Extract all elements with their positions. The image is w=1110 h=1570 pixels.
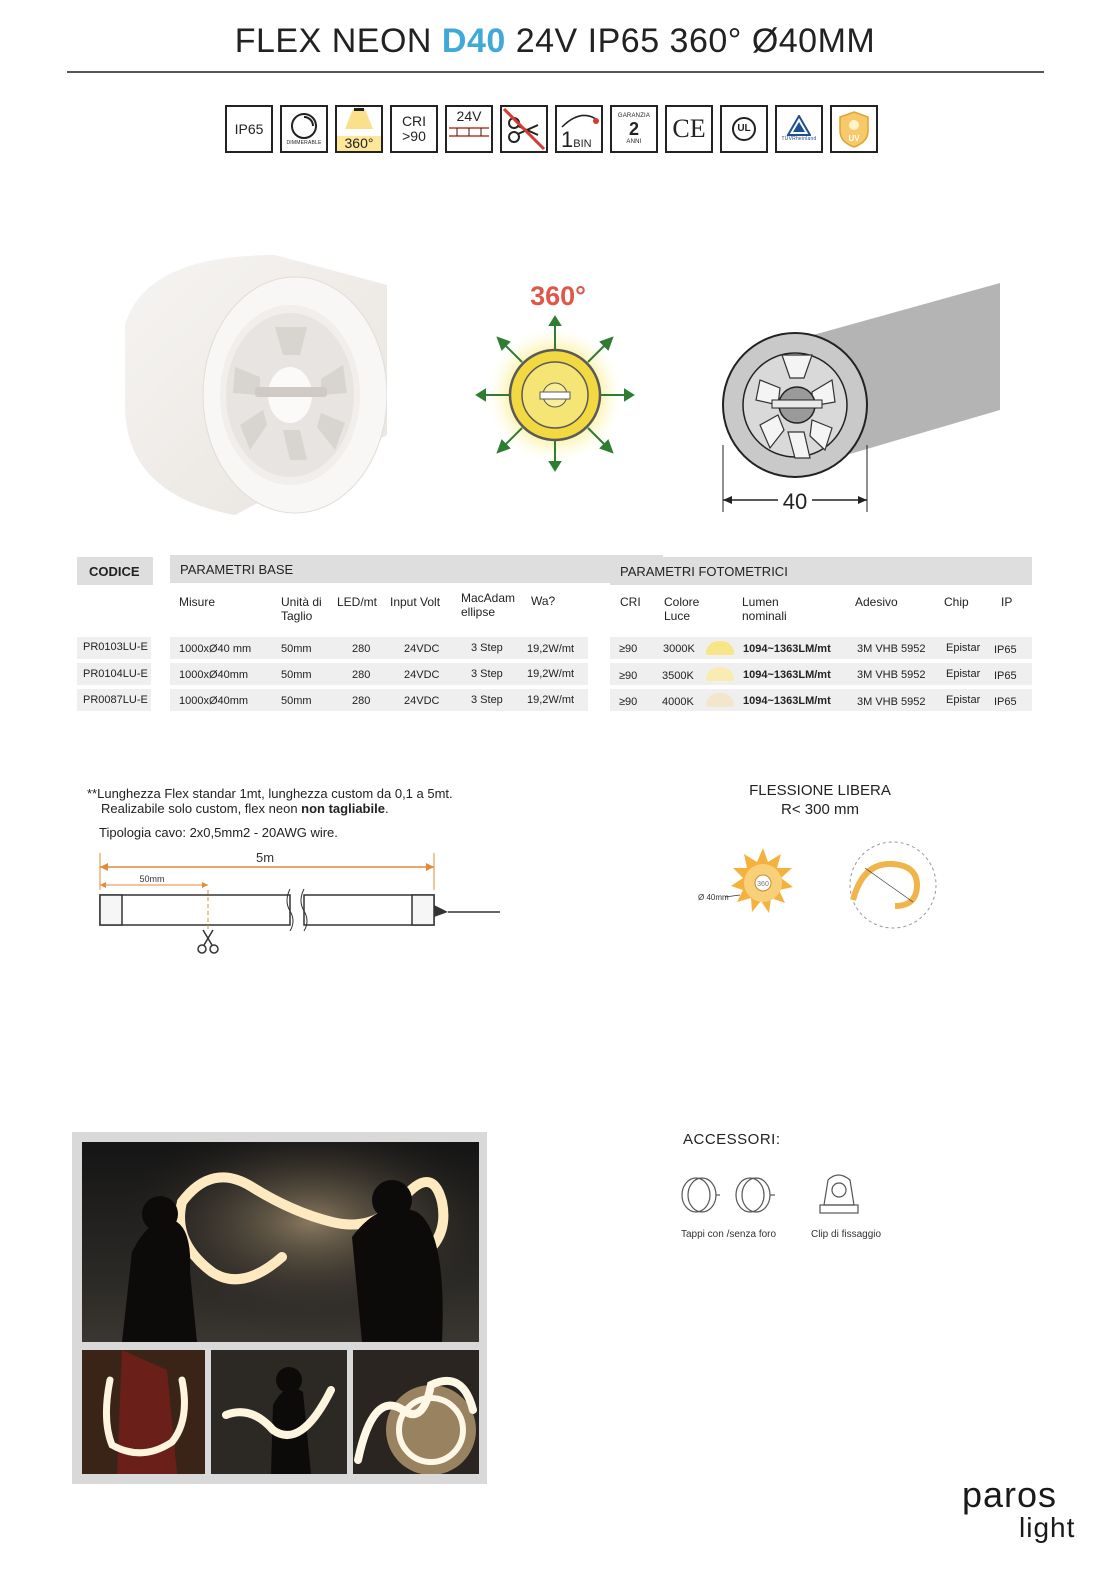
flex-title: FLESSIONE LIBERA bbox=[749, 782, 891, 799]
ul-icon bbox=[720, 105, 768, 153]
cri-label: CRI bbox=[401, 113, 427, 130]
title-divider bbox=[67, 71, 1044, 73]
color-swatch bbox=[706, 667, 734, 681]
row-misure: 1000xØ40 mm bbox=[179, 643, 252, 655]
length-note bbox=[87, 786, 547, 816]
strip-icon bbox=[449, 124, 489, 140]
main-photo bbox=[82, 1142, 479, 1342]
row-volt: 24VDC bbox=[404, 669, 440, 681]
bin-number: 1 bbox=[561, 127, 574, 152]
flex-section bbox=[700, 781, 940, 819]
row-cri: ≥90 bbox=[619, 670, 638, 682]
col-cri: CRI bbox=[620, 595, 641, 609]
neon-person-photo-1 bbox=[82, 1350, 205, 1474]
ce-label: CE bbox=[672, 114, 706, 144]
row-chip: Epistar bbox=[946, 694, 981, 706]
row-watt: 19,2W/mt bbox=[527, 668, 575, 680]
dimension-drawing bbox=[720, 280, 1005, 520]
row-ip: IP65 bbox=[994, 670, 1017, 682]
uv-resistant-icon bbox=[830, 105, 878, 153]
row-chip: Epistar bbox=[946, 668, 981, 680]
row-cri: ≥90 bbox=[619, 696, 638, 708]
col-misure: Misure bbox=[179, 595, 216, 609]
note-line-2 bbox=[87, 801, 547, 816]
row-lumen: 1094~1363LM/mt bbox=[743, 643, 831, 655]
row-code: PR0087LU-E bbox=[83, 694, 148, 706]
foto-header: PARAMETRI FOTOMETRICI bbox=[610, 557, 1032, 585]
warranty-label: GARANZIA bbox=[617, 112, 651, 119]
row-taglio: 50mm bbox=[281, 669, 312, 681]
col-volt: Input Volt bbox=[390, 595, 441, 609]
color-swatch bbox=[706, 693, 734, 707]
row-taglio: 50mm bbox=[281, 695, 312, 707]
tuv-triangle-icon bbox=[787, 115, 811, 137]
bin-text bbox=[561, 129, 592, 151]
mounting-clip-icon bbox=[820, 1175, 858, 1213]
row-ip: IP65 bbox=[994, 696, 1017, 708]
row-code: PR0103LU-E bbox=[83, 641, 148, 653]
dimension-label: 40 bbox=[782, 489, 808, 514]
note-line-2-end: . bbox=[384, 801, 389, 816]
voltage-label: 24V bbox=[456, 108, 482, 124]
cable-note: Tipologia cavo: 2x0,5mm2 - 20AWG wire. bbox=[99, 825, 338, 840]
dimmer-dial-icon bbox=[289, 111, 319, 141]
color-swatch bbox=[706, 641, 734, 655]
note-line-2-text: Realizabile solo custom, flex neon bbox=[101, 801, 302, 816]
spec-table bbox=[75, 555, 1035, 725]
col-watt: Wa? bbox=[531, 594, 556, 608]
ce-icon bbox=[665, 105, 713, 153]
accessory-clip-label: Clip di fissaggio bbox=[811, 1229, 882, 1240]
photo-small-3 bbox=[353, 1350, 479, 1474]
row-adesivo: 3M VHB 5952 bbox=[857, 696, 926, 708]
note-line-1: **Lunghezza Flex standar 1mt, lunghezza custom da 0,1 a 5mt. bbox=[87, 786, 453, 801]
cri-value: >90 bbox=[402, 128, 426, 144]
installation-photos bbox=[72, 1132, 487, 1484]
title-model: D40 bbox=[441, 22, 506, 60]
row-volt: 24VDC bbox=[404, 643, 440, 655]
codice-header: CODICE bbox=[77, 557, 153, 585]
row-colore: 3500K bbox=[662, 670, 694, 682]
row-lumen: 1094~1363LM/mt bbox=[743, 669, 831, 681]
col-adesivo: Adesivo bbox=[855, 595, 898, 609]
light-beam-icon bbox=[337, 107, 381, 129]
angle-label: 360° bbox=[530, 281, 586, 311]
row-led: 280 bbox=[352, 669, 371, 681]
scissors-icon bbox=[198, 930, 218, 953]
row-code: PR0104LU-E bbox=[83, 668, 148, 680]
accessories-illustration bbox=[678, 1165, 898, 1225]
col-colore: Colore Luce bbox=[664, 595, 700, 623]
row-volt: 24VDC bbox=[404, 695, 440, 707]
accessory-end-caps-label: Tappi con /senza foro bbox=[681, 1229, 777, 1240]
ip-label: IP65 bbox=[234, 120, 264, 137]
cable-length-drawing bbox=[92, 845, 512, 960]
brand-logo-sub: light bbox=[1019, 1512, 1076, 1543]
tuv-label: TÜVRheinland bbox=[781, 136, 817, 143]
bin-label: BIN bbox=[573, 138, 592, 151]
flex-radius: R< 300 mm bbox=[781, 801, 859, 818]
warranty-years: 2 bbox=[628, 119, 639, 139]
row-adesivo: 3M VHB 5952 bbox=[857, 669, 926, 681]
col-led: LED/mt bbox=[337, 595, 378, 609]
warranty-icon bbox=[610, 105, 658, 153]
accessories-title: ACCESSORI: bbox=[683, 1131, 781, 1148]
row-misure: 1000xØ40mm bbox=[179, 669, 249, 681]
row-colore: 4000K bbox=[662, 696, 694, 708]
beam-angle-label: 360° bbox=[337, 136, 381, 151]
base-header: PARAMETRI BASE bbox=[170, 555, 663, 583]
row-watt: 19,2W/mt bbox=[527, 694, 575, 706]
row-misure: 1000xØ40mm bbox=[179, 695, 249, 707]
not-cuttable-icon bbox=[500, 105, 548, 153]
col-chip: Chip bbox=[944, 595, 969, 609]
neon-wall-photo bbox=[82, 1142, 479, 1342]
certification-icons bbox=[225, 105, 878, 153]
row-colore: 3000K bbox=[663, 643, 695, 655]
brand-logo: paros bbox=[962, 1474, 1058, 1515]
scissors-crossed-icon bbox=[502, 107, 546, 151]
emission-360-diagram bbox=[470, 275, 645, 475]
end-caps-icon bbox=[682, 1178, 775, 1212]
row-chip: Epistar bbox=[946, 642, 981, 654]
page-title bbox=[0, 22, 1110, 61]
note-line-2-bold: non tagliabile bbox=[301, 801, 385, 816]
cut-length-label: 50mm bbox=[139, 874, 165, 884]
photo-small-2 bbox=[211, 1350, 347, 1474]
voltage-icon bbox=[445, 105, 493, 153]
bin-icon bbox=[555, 105, 603, 153]
profile-photo bbox=[125, 255, 387, 515]
cri-icon bbox=[390, 105, 438, 153]
row-macadam: 3 Step bbox=[471, 668, 503, 680]
row-ip: IP65 bbox=[994, 644, 1017, 656]
ul-label: UL bbox=[737, 122, 751, 134]
bending-illustration bbox=[695, 840, 940, 930]
diameter-label: Ø 40mm bbox=[698, 893, 729, 902]
flex-angle-label: 360 bbox=[757, 881, 769, 888]
row-macadam: 3 Step bbox=[471, 642, 503, 654]
bin-curve-icon bbox=[560, 109, 600, 129]
dimmerable-label: DIMMERABLE bbox=[286, 140, 322, 147]
title-suffix: 24V IP65 360° Ø40MM bbox=[505, 22, 876, 60]
row-watt: 19,2W/mt bbox=[527, 643, 575, 655]
row-adesivo: 3M VHB 5952 bbox=[857, 643, 926, 655]
neon-circle-photo bbox=[353, 1350, 479, 1474]
col-ip: IP bbox=[1001, 595, 1013, 609]
ip65-icon bbox=[225, 105, 273, 153]
dimmerable-icon bbox=[280, 105, 328, 153]
row-macadam: 3 Step bbox=[471, 694, 503, 706]
col-macadam: MacAdam ellipse bbox=[461, 591, 516, 619]
uv-label: UV bbox=[848, 133, 860, 143]
warranty-unit: ANNI bbox=[626, 139, 642, 145]
photo-small-1 bbox=[82, 1350, 205, 1474]
col-lumen: Lumen nominali bbox=[742, 595, 787, 623]
row-taglio: 50mm bbox=[281, 643, 312, 655]
row-lumen: 1094~1363LM/mt bbox=[743, 695, 831, 707]
total-length-label: 5m bbox=[255, 850, 275, 865]
tuv-icon bbox=[775, 105, 823, 153]
col-taglio: Unità di Taglio bbox=[281, 595, 322, 623]
beam-angle-icon bbox=[335, 105, 383, 153]
row-led: 280 bbox=[352, 695, 371, 707]
title-prefix: FLEX NEON bbox=[234, 22, 442, 60]
neon-person-photo-2 bbox=[211, 1350, 347, 1474]
sun-shield-icon bbox=[834, 109, 874, 149]
row-cri: ≥90 bbox=[619, 643, 638, 655]
row-led: 280 bbox=[352, 643, 371, 655]
